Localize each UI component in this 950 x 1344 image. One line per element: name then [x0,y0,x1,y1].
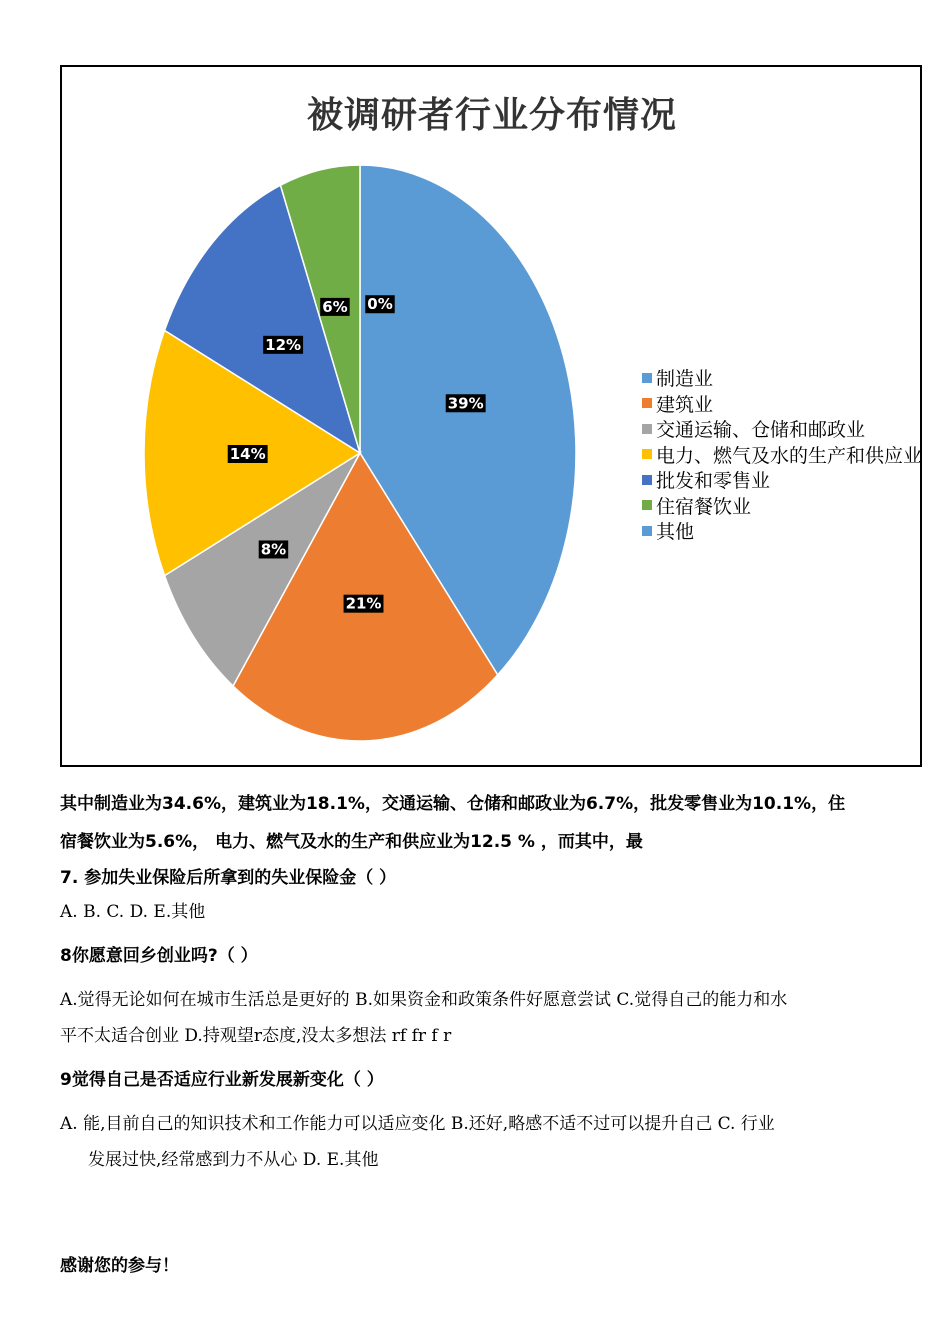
legend-label: 制造业 [656,368,714,391]
svg-text:21%: 21% [345,594,382,613]
pie-data-label-1 [344,595,384,613]
legend-label: 电力、燃气及水的生产和供应业 [656,444,923,467]
legend-swatch [642,449,652,459]
svg-text:14%: 14% [229,445,266,463]
legend-label: 交通运输、仓储和邮政业 [656,419,866,442]
question-7: 7. 参加失业保险后所拿到的失业保险金（ ） [60,868,397,888]
legend-item-6 [642,518,922,544]
pie-data-label-3 [228,445,268,463]
svg-text:39%: 39% [447,394,484,413]
legend-item-1 [642,391,922,417]
summary-line-1: 其中制造业为34.6%，建筑业为18.1%，交通运输、仓储和邮政业为6.7%，批发零售业为10.1%，住 [60,794,846,814]
chart-title: 被调研者行业分布情况 [306,95,677,136]
question-8-options-line-1: A.觉得无论如何在城市生活总是更好的 B.如果资金和政策条件好愿意尝试 C.觉得自己的能力和水 [60,990,788,1010]
summary-line-2: 宿餐饮业为5.6%， 电力、燃气及水的生产和供应业为12.5 % ，而其中，最 [60,832,643,852]
legend-swatch [642,424,652,434]
thanks-text: 感谢您的参与！ [60,1256,179,1276]
chart-legend [642,365,922,544]
pie-data-label-0 [446,394,486,412]
legend-item-3 [642,442,922,468]
question-8: 8你愿意回乡创业吗?（ ） [60,946,258,966]
legend-label: 住宿餐饮业 [656,495,752,518]
question-8-options-line-2: 平不太适合创业 D.持观望r态度,没太多想法 rf fr f r [60,1026,452,1046]
legend-swatch [642,398,652,408]
pie-chart-frame [60,65,922,767]
legend-label: 批发和零售业 [656,470,771,493]
svg-text:6%: 6% [322,297,348,316]
question-7-options: A. B. C. D. E.其他 [60,902,206,922]
legend-item-2 [642,416,922,442]
pie-data-label-5 [320,298,349,316]
legend-item-5 [642,493,922,519]
question-9-options-line-2: 发展过快,经常感到力不从心 D. E.其他 [88,1150,379,1170]
legend-swatch [642,373,652,383]
pie-data-label-6 [365,295,394,313]
svg-text:0%: 0% [367,295,393,314]
svg-text:8%: 8% [260,540,287,559]
svg-text:12%: 12% [265,335,302,354]
pie-data-label-2 [259,540,288,558]
legend-item-4 [642,467,922,493]
legend-item-0 [642,365,922,391]
legend-swatch [642,526,652,536]
question-9: 9觉得自己是否适应行业新发展新变化（ ） [60,1070,384,1090]
legend-swatch [642,500,652,510]
question-9-options-line-1: A. 能,目前自己的知识技术和工作能力可以适应变化 B.还好,略感不适不过可以提升自己 C. 行业 [60,1114,775,1134]
pie-data-label-4 [263,336,303,354]
legend-label: 其他 [656,521,695,544]
legend-swatch [642,475,652,485]
legend-label: 建筑业 [656,393,714,416]
